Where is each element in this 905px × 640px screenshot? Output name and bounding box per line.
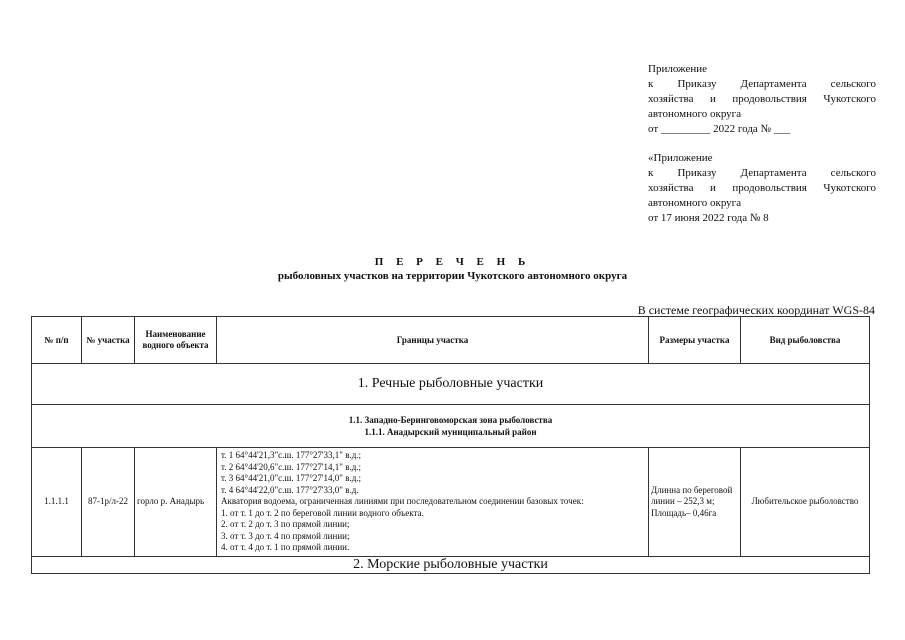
appendix-line: от 17 июня 2022 года № 8 xyxy=(648,212,769,224)
cell-num: 1.1.1.1 xyxy=(32,448,82,557)
table-header-row xyxy=(32,317,870,364)
appendix-header-new xyxy=(648,62,876,137)
cell-site-num: 87-1р/л-22 xyxy=(82,448,135,557)
subsection-title xyxy=(32,405,870,448)
document-subtitle: рыболовных участков на территории Чукотского автономного округа xyxy=(277,270,628,282)
section-title-river: 1. Речные рыболовные участки xyxy=(32,364,870,405)
subsection-row xyxy=(32,405,870,448)
section-title-sea: 2. Морские рыболовные участки xyxy=(32,556,870,573)
cell-size: Длинна по береговой линии – 252,3 м; Площадь– 0,46га xyxy=(649,448,741,557)
boundary-point: т. 1 64°44'21,3"с.ш. 177°27'33,1" в.д.; xyxy=(221,450,362,460)
appendix-line: Приложение xyxy=(648,63,708,75)
appendix-line: хозяйства и продовольствия Чукотского xyxy=(648,182,876,194)
boundary-point: т. 2 64°44'20,6"с.ш. 177°27'14,1" в.д.; xyxy=(221,461,362,472)
coordinate-system-note: В системе географических координат WGS-84 xyxy=(637,303,875,317)
header-num: № п/п xyxy=(32,317,82,364)
boundary-segment: 3. от т. 3 до т. 4 по прямой линии; xyxy=(221,530,350,541)
appendix-header-original xyxy=(648,151,876,226)
header-fishing-type: Вид рыболовства xyxy=(741,317,870,364)
cell-water-object: горло р. Анадырь xyxy=(135,448,217,557)
table-row xyxy=(32,448,870,557)
section-row xyxy=(32,364,870,405)
appendix-line: «Приложение xyxy=(648,152,713,164)
boundary-description: Акватория водоема, ограниченная линиями при последовательном соединении базовых точек: xyxy=(221,496,584,506)
appendix-line: хозяйства и продовольствия Чукотского xyxy=(648,93,876,105)
cell-boundaries xyxy=(217,448,649,557)
header-water-object: Наименование водного объекта xyxy=(135,317,217,364)
subsection-district: 1.1.1. Анадырский муниципальный район xyxy=(364,427,537,437)
document-title: П Е Р Е Ч Е Н Ь xyxy=(374,256,531,268)
subsection-zone: 1.1. Западно-Беринговоморская зона рыболовства xyxy=(348,415,553,425)
appendix-line: к Приказу Департамента сельского xyxy=(648,167,876,179)
section-row xyxy=(32,556,870,573)
cell-fishing-type: Любительское рыболовство xyxy=(741,448,870,557)
fishing-sites-table xyxy=(31,316,870,574)
boundary-segment: 4. от т. 4 до т. 1 по прямой линии. xyxy=(221,542,350,552)
appendix-line: автономного округа xyxy=(648,197,742,209)
boundary-segment: 1. от т. 1 до т. 2 по береговой линии водного объекта. xyxy=(221,507,424,518)
header-boundaries: Границы участка xyxy=(217,317,649,364)
appendix-line: автономного округа xyxy=(648,108,742,120)
header-size: Размеры участка xyxy=(649,317,741,364)
header-site-num: № участка xyxy=(82,317,135,364)
appendix-line: к Приказу Департамента сельского xyxy=(648,78,876,90)
appendix-line: от _________ 2022 года № ___ xyxy=(648,123,791,135)
boundary-point: т. 3 64°44'21,0"с.ш. 177°27'14,0" в.д.; xyxy=(221,473,362,483)
boundary-point: т. 4 64°44'22,0"с.ш. 177°27'33,0" в.д. xyxy=(221,484,359,495)
boundary-segment: 2. от т. 2 до т. 3 по прямой линии; xyxy=(221,519,350,529)
